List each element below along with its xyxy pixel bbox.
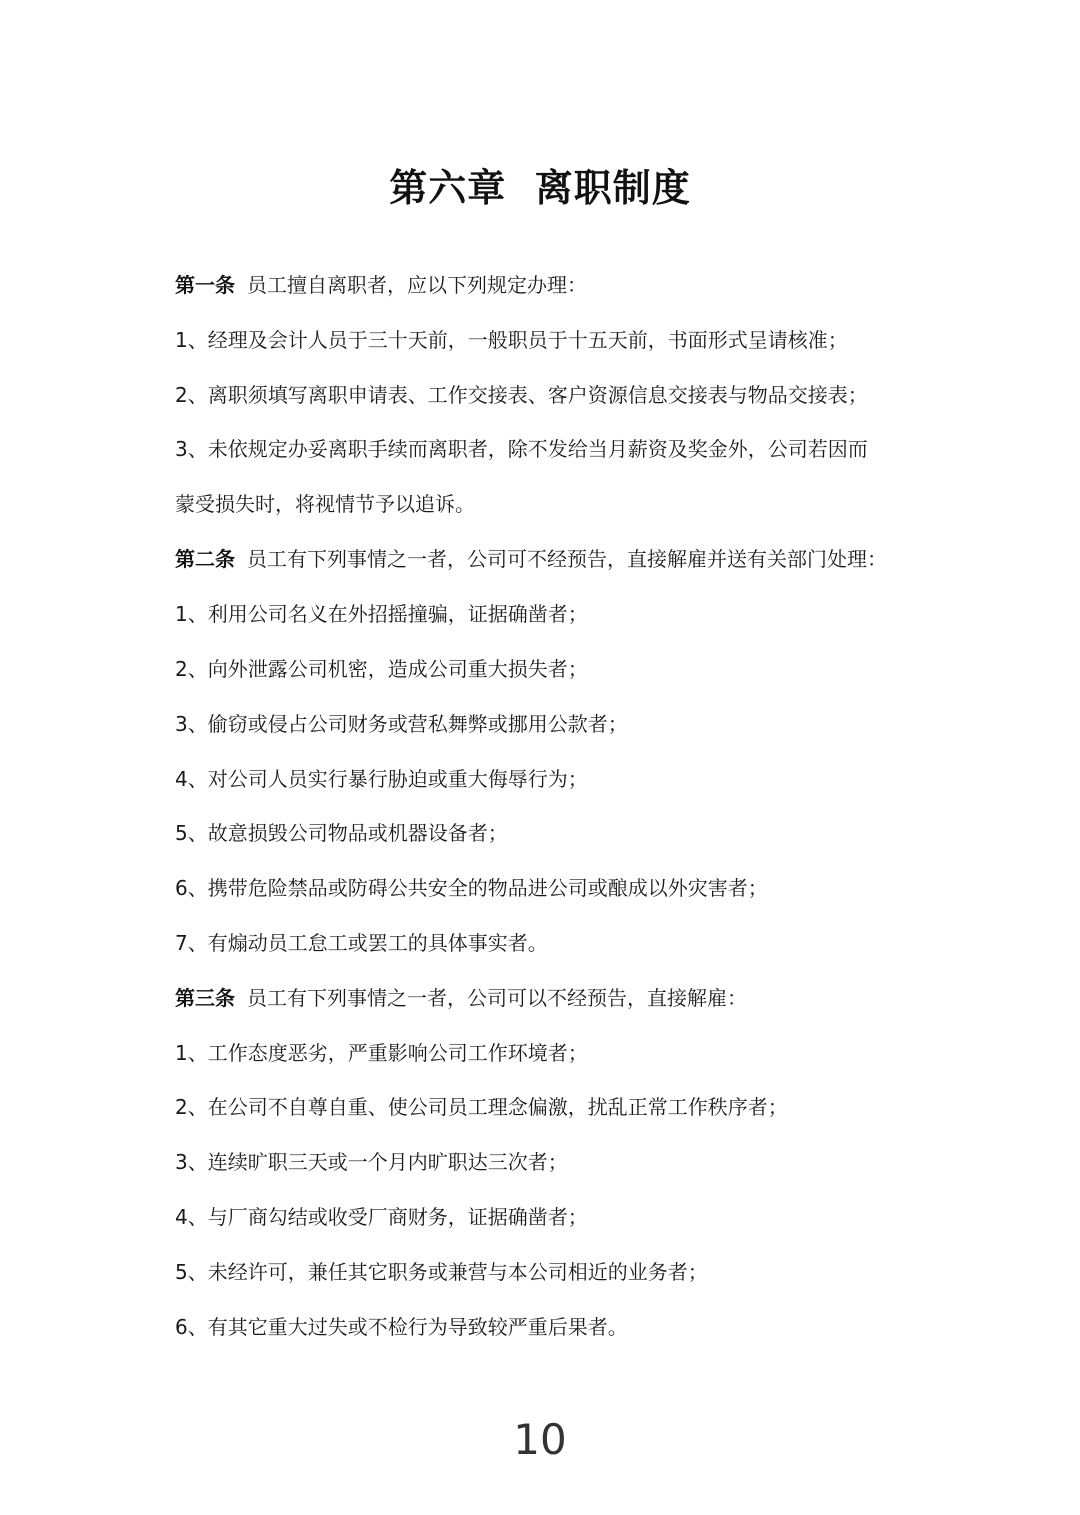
list-item: 6、有其它重大过失或不检行为导致较严重后果者。	[175, 1315, 628, 1339]
list-item: 3、连续旷职三天或一个月内旷职达三次者；	[175, 1150, 568, 1174]
list-item: 5、未经许可，兼任其它职务或兼营与本公司相近的业务者；	[175, 1260, 708, 1284]
list-item: 2、离职须填写离职申请表、工作交接表、客户资源信息交接表与物品交接表；	[175, 383, 868, 407]
list-item: 2、向外泄露公司机密，造成公司重大损失者；	[175, 657, 588, 681]
article-heading-text-2: 员工有下列事情之一者，公司可不经预告，直接解雇并送有关部门处理：	[247, 547, 887, 571]
list-item: 4、与厂商勾结或收受厂商财务，证据确凿者；	[175, 1205, 588, 1229]
list-item: 3、偷窃或侵占公司财务或营私舞弊或挪用公款者；	[175, 712, 628, 736]
list-item: 2、在公司不自尊自重、使公司员工理念偏激，扰乱正常工作秩序者；	[175, 1095, 788, 1119]
article-label-1: 第一条	[175, 273, 235, 297]
list-item: 3、未依规定办妥离职手续而离职者，除不发给当月薪资及奖金外，公司若因而	[175, 437, 868, 461]
article-heading-2	[175, 544, 887, 574]
list-item: 1、利用公司名义在外招摇撞骗，证据确凿者；	[175, 602, 588, 626]
list-item: 1、经理及会计人员于三十天前，一般职员于十五天前，书面形式呈请核准；	[175, 328, 848, 352]
list-item: 5、故意损毁公司物品或机器设备者；	[175, 821, 508, 845]
article-label-2: 第二条	[175, 547, 235, 571]
list-item: 1、工作态度恶劣，严重影响公司工作环境者；	[175, 1041, 588, 1065]
article-heading-text-1: 员工擅自离职者，应以下列规定办理：	[247, 273, 587, 297]
article-heading-3	[175, 983, 747, 1013]
chapter-title: 第六章 离职制度	[389, 166, 691, 210]
page-number: 10	[513, 1415, 567, 1464]
article-label-3: 第三条	[175, 986, 235, 1010]
list-item: 蒙受损失时，将视情节予以追诉。	[175, 492, 475, 516]
list-item: 6、携带危险禁品或防碍公共安全的物品进公司或酿成以外灾害者；	[175, 876, 768, 900]
list-item: 4、对公司人员实行暴行胁迫或重大侮辱行为；	[175, 767, 588, 791]
article-heading-1	[175, 270, 587, 300]
list-item: 7、有煽动员工怠工或罢工的具体事实者。	[175, 931, 548, 955]
article-heading-text-3: 员工有下列事情之一者，公司可以不经预告，直接解雇：	[247, 986, 747, 1010]
